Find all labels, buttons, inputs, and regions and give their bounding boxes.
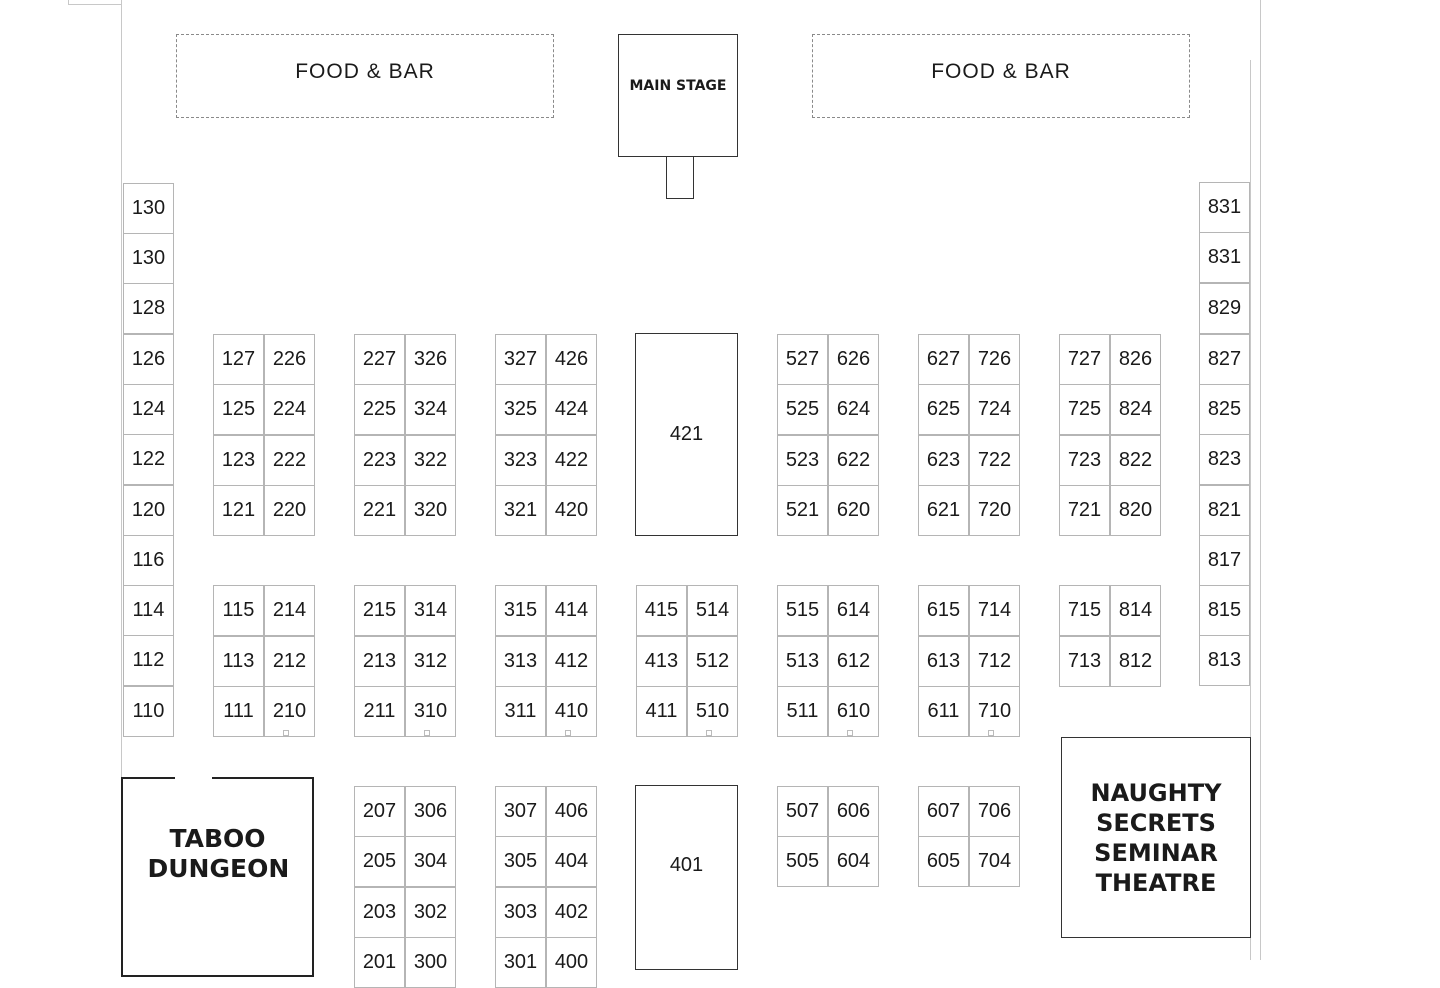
booth-327[interactable]: 327: [495, 334, 546, 385]
booth-306[interactable]: 306: [405, 786, 456, 837]
booth-829[interactable]: 829: [1199, 283, 1250, 334]
booth-406[interactable]: 406: [546, 786, 597, 837]
booth-120[interactable]: 120: [123, 485, 174, 536]
booth-301[interactable]: 301: [495, 937, 546, 988]
outlet-marker: [988, 730, 994, 736]
booth-322[interactable]: 322: [405, 435, 456, 486]
booth-321[interactable]: 321: [495, 485, 546, 536]
booth-412[interactable]: 412: [546, 636, 597, 687]
food-bar-right-label: FOOD & BAR: [931, 60, 1071, 83]
booth-223[interactable]: 223: [354, 435, 405, 486]
booth-226[interactable]: 226: [264, 334, 315, 385]
booth-507[interactable]: 507: [777, 786, 828, 837]
booth-214[interactable]: 214: [264, 585, 315, 636]
booth-426[interactable]: 426: [546, 334, 597, 385]
booth-611[interactable]: 611: [918, 686, 969, 737]
main-stage-label: MAIN STAGE: [629, 77, 727, 94]
booth-422[interactable]: 422: [546, 435, 597, 486]
booth-314[interactable]: 314: [405, 585, 456, 636]
seminar-theatre-label: NAUGHTY SECRETS SEMINAR THEATRE: [1090, 778, 1222, 897]
booth-205[interactable]: 205: [354, 836, 405, 887]
booth-128[interactable]: 128: [123, 283, 174, 334]
booth-114[interactable]: 114: [123, 585, 174, 636]
booth-122[interactable]: 122: [123, 434, 174, 485]
booth-303[interactable]: 303: [495, 887, 546, 938]
booth-124[interactable]: 124: [123, 384, 174, 435]
booth-203[interactable]: 203: [354, 887, 405, 938]
booth-825[interactable]: 825: [1199, 384, 1250, 435]
outlet-marker: [424, 730, 430, 736]
booth-410[interactable]: 410: [546, 686, 597, 737]
booth-221[interactable]: 221: [354, 485, 405, 536]
booth-307[interactable]: 307: [495, 786, 546, 837]
booth-401-label: 401: [669, 854, 704, 876]
booth-724[interactable]: 724: [969, 384, 1020, 435]
booth-213[interactable]: 213: [354, 636, 405, 687]
booth-512[interactable]: 512: [687, 636, 738, 687]
booth-424[interactable]: 424: [546, 384, 597, 435]
booth-826[interactable]: 826: [1110, 334, 1161, 385]
booth-130[interactable]: 130: [123, 183, 174, 234]
food-bar-left-label: FOOD & BAR: [295, 60, 435, 83]
booth-824[interactable]: 824: [1110, 384, 1161, 435]
booth-125[interactable]: 125: [213, 384, 264, 435]
booth-605[interactable]: 605: [918, 836, 969, 887]
booth-815[interactable]: 815: [1199, 585, 1250, 636]
booth-211[interactable]: 211: [354, 686, 405, 737]
booth-715[interactable]: 715: [1059, 585, 1110, 636]
booth-720[interactable]: 720: [969, 485, 1020, 536]
booth-421-label: 421: [669, 423, 704, 445]
booth-722[interactable]: 722: [969, 435, 1020, 486]
booth-312[interactable]: 312: [405, 636, 456, 687]
booth-814[interactable]: 814: [1110, 585, 1161, 636]
booth-620[interactable]: 620: [828, 485, 879, 536]
booth-615[interactable]: 615: [918, 585, 969, 636]
booth-320[interactable]: 320: [405, 485, 456, 536]
booth-415[interactable]: 415: [636, 585, 687, 636]
booth-831[interactable]: 831: [1199, 182, 1250, 233]
booth-126[interactable]: 126: [123, 334, 174, 385]
booth-123[interactable]: 123: [213, 435, 264, 486]
booth-523[interactable]: 523: [777, 435, 828, 486]
booth-505[interactable]: 505: [777, 836, 828, 887]
booth-220[interactable]: 220: [264, 485, 315, 536]
booth-721[interactable]: 721: [1059, 485, 1110, 536]
booth-313[interactable]: 313: [495, 636, 546, 687]
booth-323[interactable]: 323: [495, 435, 546, 486]
booth-414[interactable]: 414: [546, 585, 597, 636]
booth-614[interactable]: 614: [828, 585, 879, 636]
booth-400[interactable]: 400: [546, 937, 597, 988]
booth-623[interactable]: 623: [918, 435, 969, 486]
booth-222[interactable]: 222: [264, 435, 315, 486]
booth-116[interactable]: 116: [123, 535, 174, 586]
booth-817[interactable]: 817: [1199, 535, 1250, 586]
booth-225[interactable]: 225: [354, 384, 405, 435]
booth-627[interactable]: 627: [918, 334, 969, 385]
booth-325[interactable]: 325: [495, 384, 546, 435]
booth-712[interactable]: 712: [969, 636, 1020, 687]
booth-310[interactable]: 310: [405, 686, 456, 737]
booth-215[interactable]: 215: [354, 585, 405, 636]
booth-324[interactable]: 324: [405, 384, 456, 435]
booth-510[interactable]: 510: [687, 686, 738, 737]
booth-525[interactable]: 525: [777, 384, 828, 435]
booth-624[interactable]: 624: [828, 384, 879, 435]
booth-326[interactable]: 326: [405, 334, 456, 385]
booth-113[interactable]: 113: [213, 636, 264, 687]
booth-610[interactable]: 610: [828, 686, 879, 737]
booth-607[interactable]: 607: [918, 786, 969, 837]
booth-224[interactable]: 224: [264, 384, 315, 435]
booth-723[interactable]: 723: [1059, 435, 1110, 486]
booth-726[interactable]: 726: [969, 334, 1020, 385]
booth-420[interactable]: 420: [546, 485, 597, 536]
booth-821[interactable]: 821: [1199, 485, 1250, 536]
booth-626[interactable]: 626: [828, 334, 879, 385]
outlet-marker: [283, 730, 289, 736]
booth-515[interactable]: 515: [777, 585, 828, 636]
booth-304[interactable]: 304: [405, 836, 456, 887]
booth-827[interactable]: 827: [1199, 334, 1250, 385]
booth-127[interactable]: 127: [213, 334, 264, 385]
booth-411[interactable]: 411: [636, 686, 687, 737]
booth-315[interactable]: 315: [495, 585, 546, 636]
booth-511[interactable]: 511: [777, 686, 828, 737]
booth-613[interactable]: 613: [918, 636, 969, 687]
booth-311[interactable]: 311: [495, 686, 546, 737]
booth-606[interactable]: 606: [828, 786, 879, 837]
booth-822[interactable]: 822: [1110, 435, 1161, 486]
booth-831[interactable]: 831: [1199, 232, 1250, 283]
booth-305[interactable]: 305: [495, 836, 546, 887]
booth-714[interactable]: 714: [969, 585, 1020, 636]
booth-207[interactable]: 207: [354, 786, 405, 837]
booth-621[interactable]: 621: [918, 485, 969, 536]
booth-402[interactable]: 402: [546, 887, 597, 938]
booth-130[interactable]: 130: [123, 233, 174, 284]
booth-820[interactable]: 820: [1110, 485, 1161, 536]
booth-212[interactable]: 212: [264, 636, 315, 687]
booth-111[interactable]: 111: [213, 686, 264, 737]
booth-612[interactable]: 612: [828, 636, 879, 687]
booth-115[interactable]: 115: [213, 585, 264, 636]
taboo-dungeon-label: TABOO DUNGEON: [147, 824, 290, 883]
booth-201[interactable]: 201: [354, 937, 405, 988]
booth-625[interactable]: 625: [918, 384, 969, 435]
booth-121[interactable]: 121: [213, 485, 264, 536]
booth-713[interactable]: 713: [1059, 636, 1110, 687]
booth-704[interactable]: 704: [969, 836, 1020, 887]
booth-823[interactable]: 823: [1199, 434, 1250, 485]
outlet-marker: [565, 730, 571, 736]
booth-813[interactable]: 813: [1199, 635, 1250, 686]
booth-300[interactable]: 300: [405, 937, 456, 988]
booth-513[interactable]: 513: [777, 636, 828, 687]
booth-404[interactable]: 404: [546, 836, 597, 887]
booth-527[interactable]: 527: [777, 334, 828, 385]
booth-725[interactable]: 725: [1059, 384, 1110, 435]
booth-413[interactable]: 413: [636, 636, 687, 687]
booth-110[interactable]: 110: [123, 686, 174, 737]
outlet-marker: [847, 730, 853, 736]
booth-710[interactable]: 710: [969, 686, 1020, 737]
booth-812[interactable]: 812: [1110, 636, 1161, 687]
booth-112[interactable]: 112: [123, 635, 174, 686]
booth-227[interactable]: 227: [354, 334, 405, 385]
booth-706[interactable]: 706: [969, 786, 1020, 837]
booth-622[interactable]: 622: [828, 435, 879, 486]
outlet-marker: [706, 730, 712, 736]
booth-210[interactable]: 210: [264, 686, 315, 737]
booth-521[interactable]: 521: [777, 485, 828, 536]
booth-727[interactable]: 727: [1059, 334, 1110, 385]
booth-604[interactable]: 604: [828, 836, 879, 887]
booth-302[interactable]: 302: [405, 887, 456, 938]
booth-514[interactable]: 514: [687, 585, 738, 636]
